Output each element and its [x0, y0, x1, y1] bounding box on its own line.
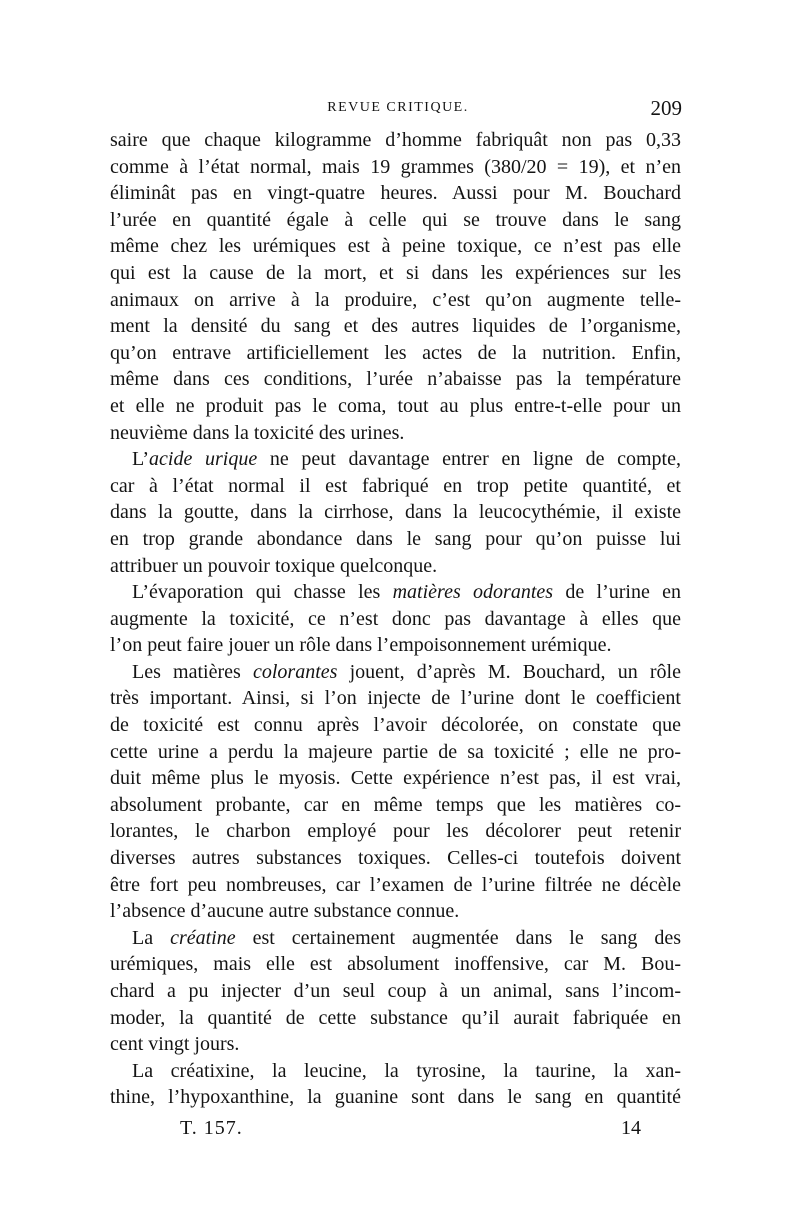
text-line: moder, la quantité de cette substance qu’il aurait fabriquée en — [110, 1006, 681, 1029]
text-line: La créatixine, la leucine, la tyrosine, la taurine, la xan- — [132, 1059, 681, 1082]
text-run: jouent, d’après M. Bouchard, un rôle — [337, 660, 681, 683]
text-line: lorantes, le charbon employé pour les décolorer peut retenir — [110, 820, 681, 843]
emphasis: colorantes — [252, 660, 338, 683]
text-line: l’absence d’aucune autre substance connue. — [110, 900, 460, 923]
text-run: La — [132, 926, 171, 949]
text-run: ne peut davantage entrer en ligne de compte, — [257, 448, 681, 471]
emphasis: matières odorantes — [392, 581, 554, 604]
text-line: chard a pu injecter d’un seul coup à un animal, sans l’incom- — [110, 980, 681, 1002]
text-line: et elle ne produit pas le coma, tout au plus entre-t-elle pour un — [110, 394, 681, 417]
text-run: L’ — [132, 448, 150, 471]
text-line: être fort peu nombreuses, car l’examen de l’urine filtrée ne décèle — [110, 873, 681, 896]
text-line: neuvième dans la toxicité des urines. — [110, 421, 405, 444]
emphasis: acide urique — [149, 448, 258, 471]
text-run: est certainement augmentée dans le sang des — [235, 926, 681, 949]
text-line: animaux on arrive à la produire, c’est qu’on augmente telle- — [110, 288, 681, 311]
text-line — [110, 925, 681, 952]
text-line: éliminât pas en vingt-quatre heures. Aussi pour M. Bouchard — [110, 182, 681, 205]
page-footer — [110, 1117, 681, 1147]
text-line: qui est la cause de la mort, et si dans les expériences sur les — [110, 261, 681, 284]
text-line: très important. Ainsi, si l’on injecte de l’urine dont le coefficient — [110, 687, 681, 710]
text-line: ment la densité du sang et des autres liquides de l’organisme, — [110, 315, 681, 338]
signature-mark: T. 157. — [180, 1117, 243, 1139]
text-line — [110, 659, 681, 686]
text-run: Les matières — [132, 660, 253, 683]
running-title: REVUE CRITIQUE. — [327, 100, 469, 115]
text-line: dans la goutte, dans la cirrhose, dans la leucocythémie, il existe — [110, 501, 681, 524]
text-line: car à l’état normal il est fabriqué en trop petite quantité, et — [110, 474, 681, 497]
text-run: de l’urine en — [553, 581, 681, 604]
text-line: saire que chaque kilogramme d’homme fabriquât non pas 0,33 — [110, 129, 681, 151]
text-line: même chez les urémiques est à peine toxique, ce n’est pas elle — [110, 235, 681, 258]
emphasis: créatine — [170, 926, 236, 949]
text-run: L’évaporation qui chasse les — [132, 581, 393, 604]
running-head — [110, 96, 686, 122]
text-line: absolument probante, car en même temps que les matières co- — [110, 793, 681, 816]
text-line: cette urine a perdu la majeure partie de sa toxicité ; elle ne pro- — [110, 740, 681, 763]
text-line: l’on peut faire jouer un rôle dans l’empoisonnement urémique. — [110, 634, 612, 657]
body-text — [110, 127, 681, 1111]
text-line: en trop grande abondance dans le sang pour qu’on puisse lui — [110, 527, 681, 550]
sheet-number: 14 — [621, 1117, 641, 1139]
text-line: augmente la toxicité, ce n’est donc pas davantage à elles que — [110, 607, 681, 630]
text-line: l’urée en quantité égale à celle qui se trouve dans le sang — [110, 208, 681, 231]
text-line — [110, 579, 681, 606]
text-line: thine, l’hypoxanthine, la guanine sont dans le sang en quantité — [110, 1086, 681, 1109]
text-line: cent vingt jours. — [110, 1033, 240, 1056]
text-line: diverses autres substances toxiques. Celles-ci toutefois doivent — [110, 847, 681, 870]
text-line: attribuer un pouvoir toxique quelconque. — [110, 554, 438, 577]
text-line: de toxicité est connu après l’avoir décolorée, on constate que — [110, 714, 681, 737]
text-line: comme à l’état normal, mais 19 grammes (380/20 = 19), et n’en — [110, 155, 681, 178]
text-line: même dans ces conditions, l’urée n’abaisse pas la température — [110, 368, 681, 391]
text-line — [110, 446, 681, 473]
text-line: duit même plus le myosis. Cette expérience n’est pas, il est vrai, — [110, 767, 681, 790]
text-line: urémiques, mais elle est absolument inoffensive, car M. Bou- — [110, 953, 681, 976]
page-number: 209 — [650, 96, 682, 120]
text-line: qu’on entrave artificiellement les actes de la nutrition. Enfin, — [110, 341, 681, 364]
